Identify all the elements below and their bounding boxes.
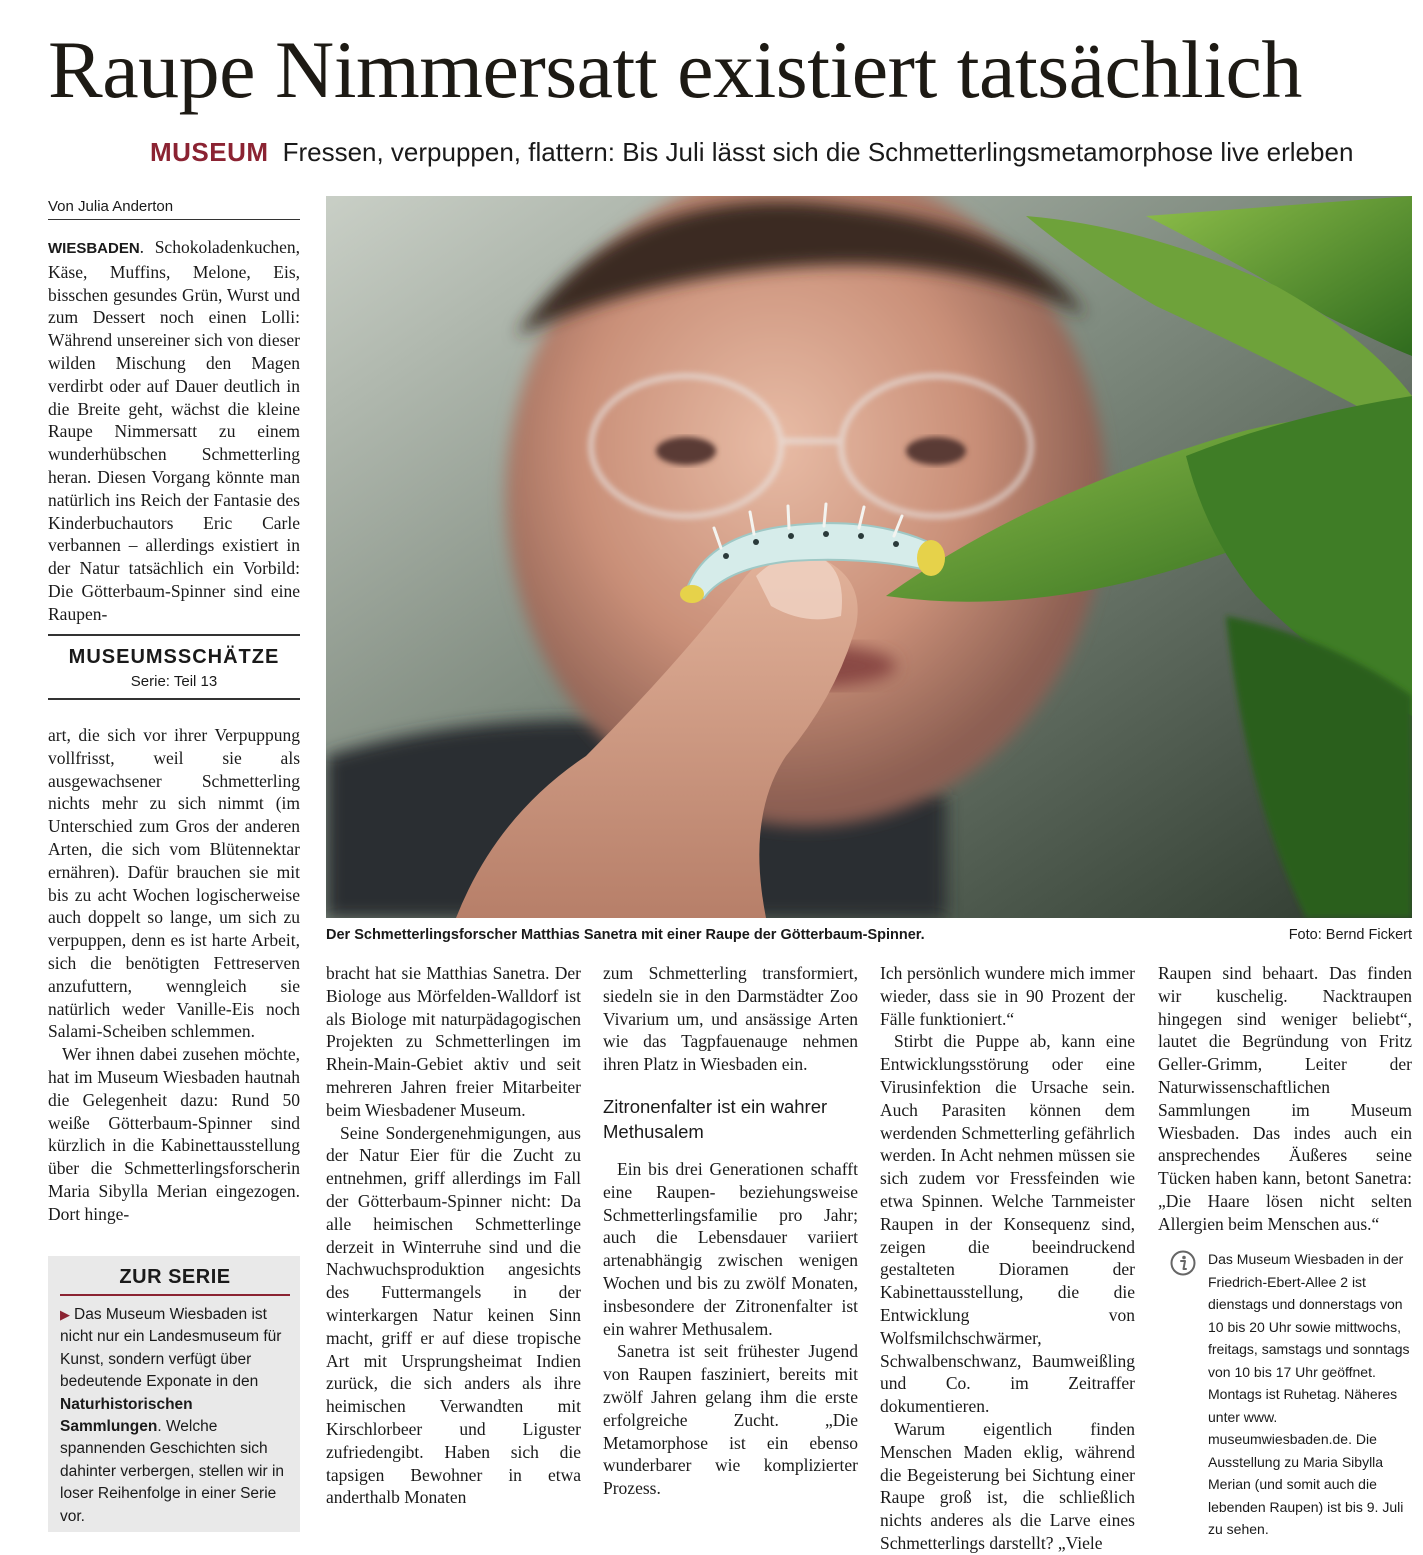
article-column-4 [880, 962, 1135, 1555]
subheadline [150, 134, 1400, 170]
series-title: MUSEUMSSCHÄTZE [68, 646, 280, 668]
zur-serie-title: ZUR SERIE [60, 1264, 290, 1296]
zur-serie-bold: Naturhistorischen Sammlungen [60, 1395, 193, 1436]
paragraph: art, die sich vor ihrer Verpuppung vollfrisst, weil sie als ausgewachsener Schmetterling nichts mehr zu sich nimmt (im Unterschied zum Gros der anderen Arten, die sich vom Blütennektar ernähren). Dafür brauchen sie mit bis zu acht Wochen logischerweise auch doppelt so lange, um sich zu verpuppen, denn es ist harte Arbeit, sich die benötigten Fettreserven anzufuttern, wenngleich sie natürlich weder Vanille-Eis noch Salami-Scheiben schlemmen. [48, 725, 300, 1042]
caterpillar-photo-illustration [326, 196, 1412, 918]
paragraph: zum Schmetterling transformiert, siedeln sie in den Darmstädter Zoo Vivarium um, und ansässige Arten wie das Tagpfauenauge nehmen ihren Platz in Wiesbaden ein. [603, 963, 858, 1075]
paragraph: Wer ihnen dabei zusehen möchte, hat im Museum Wiesbaden hautnah die Gelegenheit dazu: Rund 50 weiße Götterbaum-Spinner sind kürzlich in die Kabinettausstellung über die Schmetterlingsforscherin Maria Sibylla Merian eingezogen. Dort hinge- [48, 1044, 300, 1224]
photo-credit: Foto: Bernd Fickert [1288, 927, 1412, 943]
dateline-place: WIESBADEN [48, 240, 140, 257]
paragraph: Ich persönlich wundere mich immer wieder, dass sie in 90 Prozent der Fälle funktioniert.“ [880, 963, 1135, 1029]
article-column-3 [603, 962, 858, 1500]
article-column-5 [1158, 962, 1412, 1236]
headline: Raupe Nimmersatt existiert tatsächlich [48, 24, 1302, 115]
article-column-2 [326, 962, 581, 1509]
paragraph: Warum eigentlich finden Menschen Maden eklig, während die Begeisterung bei Sichtung einer Raupe groß ist, die schließlich nichts anderes als die Larve eines Schmetterlings darstellt? „Viele [880, 1418, 1135, 1553]
zur-serie-text [60, 1304, 290, 1528]
paragraph: Ein bis drei Generationen schafft eine Raupen- beziehungsweise Schmetterlingsfamilie pro Jahr; auch die Lebensdauer variiert artenabhängig zwischen wenigen Wochen und bis zu zwölf Monaten, insbesondere der Zitronenfalter ist ein wahrer Methusalem. [603, 1158, 858, 1339]
info-text: Das Museum Wiesbaden in der Friedrich-Ebert-Allee 2 ist dienstags und donnerstags von 10 bis 20 Uhr sowie mittwochs, freitags, samstags und sonntags von 10 bis 17 Uhr geöffnet. Montags ist Ruhetag. Näheres unter www. museumwiesbaden.de. Die Ausstellung zu Maria Sibylla Merian (und somit auch die lebenden Raupen) ist bis 9. Juli zu sehen. [1208, 1251, 1410, 1537]
info-box [1170, 1248, 1414, 1541]
article-photo [326, 196, 1412, 918]
zur-serie-box [48, 1256, 300, 1532]
subheading: Zitronenfalter ist ein wahrer Methusalem [603, 1095, 828, 1142]
byline: Von Julia Anderton [48, 197, 300, 220]
series-subtitle: Serie: Teil 13 [130, 673, 218, 690]
kicker-label: MUSEUM [150, 137, 269, 167]
lead-paragraph [48, 236, 300, 626]
paragraph: Raupen sind behaart. Das finden wir kuschelig. Nacktraupen hingegen sind weniger beliebt“, lautet die Begründung von Fritz Geller-Grimm, Leiter der Naturwissenschaftlichen Sammlungen im Museum Wiesbaden. Das indes auch ein ansprechendes Äußeres seine Tücken haben kann, betont Sanetra: „Die Haare lösen nicht selten Allergien beim Menschen aus.“ [1158, 963, 1412, 1234]
lead-text: . Schokoladenkuchen, Käse, Muffins, Melone, Eis, bisschen gesundes Grün, Wurst und zum Dessert noch einen Lolli: Während unsereiner sich von dieser wilden Mischung den Magen verdirbt oder auf Dauer deutlich in die Breite geht, wächst die kleine Raupe Nimmersatt zu einem wunderhübschen Schmetterling heran. Diesen Vorgang könnte man natürlich ins Reich der Fantasie des Kinderbuchautors Eric Carle verbannen – allerdings existiert in der Natur tatsächlich ein Vorbild: Die Götterbaum-Spinner sind eine Raupen- [48, 237, 300, 624]
zur-serie-text-before: Das Museum Wiesbaden ist nicht nur ein Landesmuseum für Kunst, sondern verfügt über bedeutende Exponate in den [60, 1306, 282, 1391]
paragraph: Stirbt die Puppe ab, kann eine Entwicklungsstörung oder eine Virusinfektion die Ursache sein. Auch Parasiten können dem werdenden Schmetterling gefährlich werden. In Acht nehmen müssen sie sich zudem vor Fressfeinden wie etwa Spinnen. Welche Tarnmeister Raupen in der Konsequenz sind, zeigen die beeindruckend gestalteten Dioramen der Kabinettausstellung, die die Entwicklung von Wolfsmilchschwärmer, Schwalbenschwanz, Baumweißling und Co. im Zeitraffer dokumentieren. [880, 1031, 1135, 1417]
caption-text: Der Schmetterlingsforscher Matthias Sanetra mit einer Raupe der Götterbaum-Spinner. [326, 927, 925, 943]
subheadline-text: Fressen, verpuppen, flattern: Bis Juli lässt sich die Schmetterlingsmetamorphose live erleben [282, 137, 1354, 167]
paragraph: bracht hat sie Matthias Sanetra. Der Biologe aus Mörfelden-Walldorf ist als Biologe mit naturpädagogischen Projekten zu Schmetterlingen im Rhein-Main-Gebiet aktiv und seit mehreren Jahren freier Mitarbeiter beim Wiesbadener Museum. [326, 963, 581, 1120]
photo-caption [326, 924, 1412, 946]
zur-serie-text-after: . Welche spannenden Geschichten sich dahinter verbergen, stellen wir in loser Reihenfolge in einer Serie vor. [60, 1418, 285, 1525]
triangle-bullet-icon: ▶ [60, 1307, 70, 1322]
series-box [48, 634, 300, 700]
paragraph: Seine Sondergenehmigungen, aus der Natur Eier für die Zucht zu entnehmen, griff allerdings im Fall der Götterbaum-Spinner nicht: Da alle heimischen Schmetterlinge derzeit in Winterruhe sind und die Nachwuchsproduktion angesichts des Futtermangels in der winterkargen Natur keinen Sinn macht, griff er auf diese tropische Art mit Ursprungsheimat Indien zurück, die sich anders als ihre heimischen Verwandten mit Kirschlorbeer und Liguster zufriedengibt. Haben sich die tapsigen Bewohner in etwa anderthalb Monaten [326, 1122, 581, 1508]
article-column-1 [48, 724, 300, 1226]
info-icon [1170, 1250, 1196, 1276]
paragraph: Sanetra ist seit frühester Jugend von Raupen fasziniert, bereits mit zwölf Jahren gelang ihm die erste erfolgreiche Zucht. „Die Metamorphose ist ein ebenso wunderbarer wie komplizierter Prozess. [603, 1341, 858, 1499]
